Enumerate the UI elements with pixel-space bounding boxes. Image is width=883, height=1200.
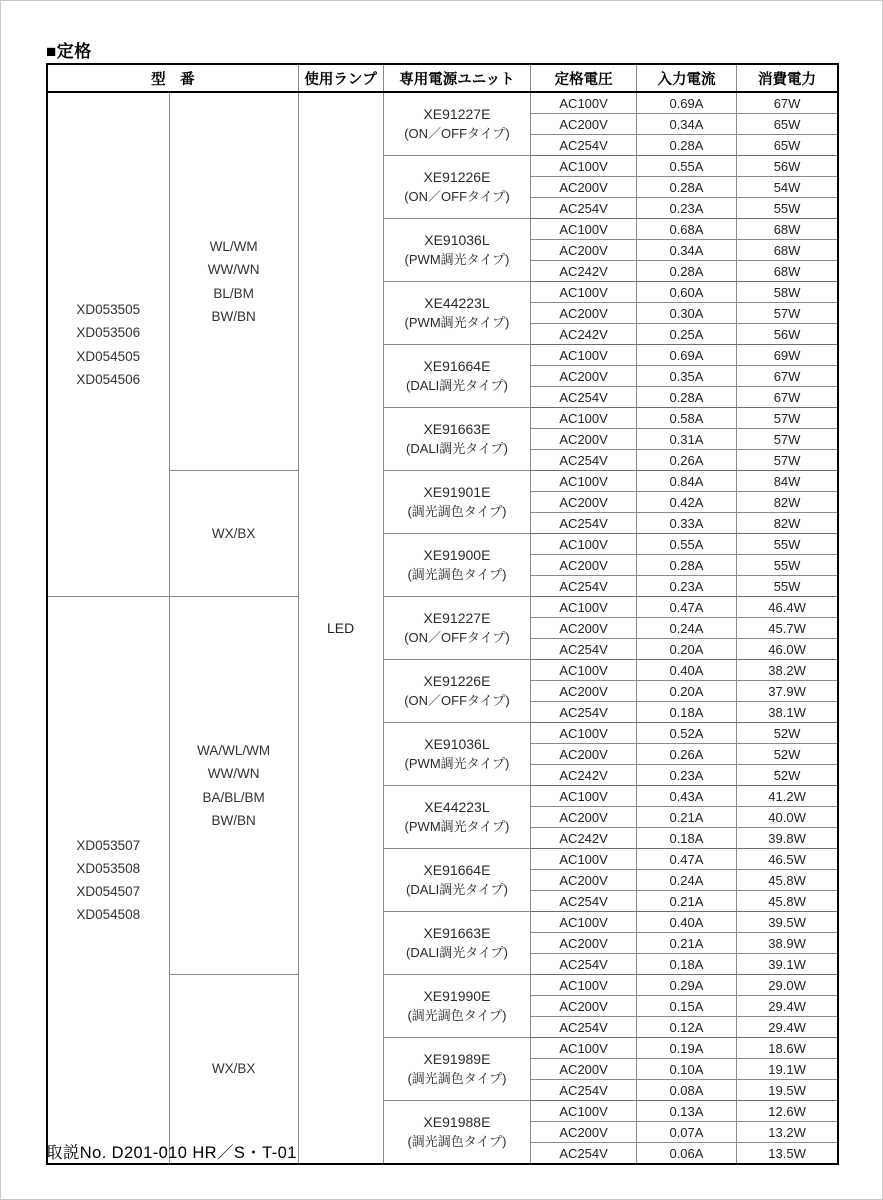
power-consumption-value: 38.9W: [737, 933, 838, 954]
input-current-value: 0.47A: [636, 597, 736, 618]
lamp-code: WX/BX: [211, 525, 256, 541]
power-consumption-value: 55W: [737, 576, 838, 597]
input-current-value: 0.18A: [636, 828, 736, 849]
power-unit-name: XE91988E: [423, 1114, 491, 1131]
rated-voltage-value: AC200V: [531, 555, 636, 576]
power-unit-type: (PWM調光タイプ): [404, 314, 510, 330]
input-current-value: 0.30A: [636, 303, 736, 324]
rated-voltage-value: AC100V: [531, 471, 636, 492]
power-consumption-value: 65W: [737, 135, 838, 156]
model-number: XD053507: [76, 837, 141, 853]
power-unit-cell: [383, 282, 531, 345]
rated-voltage-value: AC200V: [531, 807, 636, 828]
lamp-code: BL/BM: [213, 285, 254, 301]
rated-voltage-value: AC254V: [531, 639, 636, 660]
power-unit-type: (調光調色タイプ): [407, 503, 507, 519]
power-consumption-value: 39.5W: [737, 912, 838, 933]
rated-voltage-value: AC200V: [531, 1059, 636, 1080]
model-number: XD053506: [76, 325, 141, 341]
power-consumption-value: 13.5W: [737, 1143, 838, 1165]
power-unit-cell: [383, 660, 531, 723]
power-unit-name: XE91663E: [423, 925, 491, 942]
input-current-value: 0.68A: [636, 219, 736, 240]
lamp-code: WW/WN: [207, 766, 260, 782]
lamp-code: WX/BX: [211, 1061, 256, 1077]
rated-voltage-value: AC100V: [531, 660, 636, 681]
model-number: XD054505: [76, 348, 141, 364]
input-current-value: 0.55A: [636, 156, 736, 177]
input-current-value: 0.52A: [636, 723, 736, 744]
input-current-value: 0.13A: [636, 1101, 736, 1122]
input-current-value: 0.20A: [636, 681, 736, 702]
rated-voltage-value: AC254V: [531, 387, 636, 408]
power-consumption-value: 12.6W: [737, 1101, 838, 1122]
rated-voltage-value: AC200V: [531, 177, 636, 198]
power-consumption-value: 46.4W: [737, 597, 838, 618]
specification-table: [46, 63, 839, 1165]
power-unit-name: XE91227E: [423, 610, 491, 627]
rated-voltage-value: AC200V: [531, 681, 636, 702]
power-consumption-value: 39.8W: [737, 828, 838, 849]
rated-voltage-value: AC254V: [531, 198, 636, 219]
power-unit-type: (DALI調光タイプ): [405, 440, 508, 456]
power-unit-type: (PWM調光タイプ): [404, 818, 510, 834]
power-consumption-value: 29.4W: [737, 1017, 838, 1038]
power-consumption-value: 38.2W: [737, 660, 838, 681]
input-current-value: 0.08A: [636, 1080, 736, 1101]
input-current-value: 0.55A: [636, 534, 736, 555]
power-unit-cell: [383, 156, 531, 219]
input-current-value: 0.47A: [636, 849, 736, 870]
page-title: ■定格: [46, 42, 92, 61]
input-current-value: 0.29A: [636, 975, 736, 996]
power-consumption-value: 67W: [737, 92, 838, 114]
input-current-value: 0.24A: [636, 870, 736, 891]
rated-voltage-value: AC100V: [531, 408, 636, 429]
input-current-value: 0.24A: [636, 618, 736, 639]
power-consumption-value: 54W: [737, 177, 838, 198]
rated-voltage-value: AC254V: [531, 891, 636, 912]
lamp-code: BW/BN: [211, 308, 256, 324]
power-unit-name: XE91226E: [423, 169, 491, 186]
lamp-code: WL/WM: [209, 239, 258, 255]
power-consumption-value: 41.2W: [737, 786, 838, 807]
input-current-value: 0.58A: [636, 408, 736, 429]
power-unit-name: XE91989E: [423, 1051, 491, 1068]
power-consumption-value: 82W: [737, 492, 838, 513]
power-consumption-value: 68W: [737, 219, 838, 240]
input-current-value: 0.21A: [636, 807, 736, 828]
power-unit-name: XE44223L: [424, 295, 490, 312]
input-current-value: 0.10A: [636, 1059, 736, 1080]
input-current-value: 0.21A: [636, 933, 736, 954]
power-consumption-value: 46.5W: [737, 849, 838, 870]
power-consumption-value: 29.4W: [737, 996, 838, 1017]
power-unit-type: (ON／OFFタイプ): [404, 125, 510, 141]
input-current-value: 0.28A: [636, 387, 736, 408]
input-current-value: 0.60A: [636, 282, 736, 303]
input-current-value: 0.26A: [636, 744, 736, 765]
rated-voltage-value: AC100V: [531, 534, 636, 555]
power-consumption-value: 56W: [737, 324, 838, 345]
power-consumption-value: 67W: [737, 366, 838, 387]
power-unit-name: XE91664E: [423, 358, 491, 375]
power-unit-cell: [383, 408, 531, 471]
table-header-row: [47, 64, 838, 92]
power-consumption-value: 68W: [737, 240, 838, 261]
lamp-type-cell: LED: [298, 92, 383, 1164]
rated-voltage-value: AC100V: [531, 92, 636, 114]
header-rated-voltage: 定格電圧: [531, 64, 636, 92]
input-current-value: 0.28A: [636, 261, 736, 282]
power-unit-cell: [383, 92, 531, 156]
power-consumption-value: 18.6W: [737, 1038, 838, 1059]
power-consumption-value: 39.1W: [737, 954, 838, 975]
power-consumption-value: 52W: [737, 723, 838, 744]
rated-voltage-value: AC100V: [531, 597, 636, 618]
power-unit-name: XE91663E: [423, 421, 491, 438]
lamp-code: BA/BL/BM: [202, 789, 265, 805]
input-current-value: 0.21A: [636, 891, 736, 912]
power-consumption-value: 52W: [737, 765, 838, 786]
rated-voltage-value: AC200V: [531, 744, 636, 765]
table-body: [47, 92, 838, 1164]
rated-voltage-value: AC254V: [531, 1143, 636, 1165]
rated-voltage-value: AC242V: [531, 324, 636, 345]
rated-voltage-value: AC100V: [531, 849, 636, 870]
rated-voltage-value: AC242V: [531, 261, 636, 282]
rated-voltage-value: AC100V: [531, 975, 636, 996]
power-unit-cell: [383, 1101, 531, 1165]
rated-voltage-value: AC254V: [531, 450, 636, 471]
rated-voltage-value: AC254V: [531, 702, 636, 723]
input-current-value: 0.40A: [636, 912, 736, 933]
rated-voltage-value: AC100V: [531, 1038, 636, 1059]
model-number: XD054507: [76, 884, 141, 899]
model-number-cell: [47, 597, 169, 1165]
power-unit-cell: [383, 597, 531, 660]
input-current-value: 0.28A: [636, 135, 736, 156]
input-current-value: 0.33A: [636, 513, 736, 534]
rated-voltage-value: AC200V: [531, 303, 636, 324]
input-current-value: 0.23A: [636, 576, 736, 597]
input-current-value: 0.34A: [636, 114, 736, 135]
rated-voltage-value: AC200V: [531, 240, 636, 261]
power-unit-name: XE91990E: [423, 988, 491, 1005]
input-current-value: 0.43A: [636, 786, 736, 807]
power-unit-name: XE91226E: [423, 673, 491, 690]
lamp-code-cell: [169, 471, 298, 597]
rated-voltage-value: AC100V: [531, 912, 636, 933]
power-unit-cell: [383, 471, 531, 534]
rated-voltage-value: AC200V: [531, 996, 636, 1017]
rated-voltage-value: AC200V: [531, 429, 636, 450]
input-current-value: 0.23A: [636, 765, 736, 786]
power-unit-name: XE91036L: [424, 736, 490, 753]
input-current-value: 0.20A: [636, 639, 736, 660]
model-number: XD054506: [76, 371, 141, 387]
model-number: XD054508: [76, 907, 141, 923]
power-unit-type: (調光調色タイプ): [407, 1007, 507, 1023]
header-model: 型 番: [47, 64, 298, 92]
power-consumption-value: 84W: [737, 471, 838, 492]
input-current-value: 0.19A: [636, 1038, 736, 1059]
header-power-unit: 専用電源ユニット: [383, 64, 531, 92]
power-consumption-value: 68W: [737, 261, 838, 282]
power-consumption-value: 37.9W: [737, 681, 838, 702]
input-current-value: 0.69A: [636, 345, 736, 366]
power-unit-cell: [383, 345, 531, 408]
input-current-value: 0.28A: [636, 177, 736, 198]
rated-voltage-value: AC100V: [531, 786, 636, 807]
power-unit-cell: [383, 849, 531, 912]
model-number: XD053508: [76, 860, 141, 876]
power-unit-type: (ON／OFFタイプ): [404, 629, 510, 645]
power-consumption-value: 57W: [737, 303, 838, 324]
lamp-code: WA/WL/WM: [197, 743, 271, 759]
input-current-value: 0.18A: [636, 702, 736, 723]
rated-voltage-value: AC200V: [531, 618, 636, 639]
power-unit-name: XE91227E: [423, 106, 491, 123]
power-unit-cell: [383, 1038, 531, 1101]
rated-voltage-value: AC254V: [531, 513, 636, 534]
input-current-value: 0.28A: [636, 555, 736, 576]
rated-voltage-value: AC254V: [531, 954, 636, 975]
power-unit-name: XE91036L: [424, 232, 490, 249]
power-consumption-value: 56W: [737, 156, 838, 177]
lamp-code-cell: [169, 92, 298, 471]
power-consumption-value: 65W: [737, 114, 838, 135]
table-row: [47, 92, 838, 114]
input-current-value: 0.15A: [636, 996, 736, 1017]
input-current-value: 0.42A: [636, 492, 736, 513]
rated-voltage-value: AC200V: [531, 870, 636, 891]
rated-voltage-value: AC254V: [531, 1080, 636, 1101]
input-current-value: 0.06A: [636, 1143, 736, 1165]
rated-voltage-value: AC200V: [531, 933, 636, 954]
rated-voltage-value: AC200V: [531, 492, 636, 513]
input-current-value: 0.40A: [636, 660, 736, 681]
power-unit-type: (調光調色タイプ): [407, 1133, 507, 1149]
power-consumption-value: 55W: [737, 555, 838, 576]
power-unit-cell: [383, 786, 531, 849]
lamp-code: WW/WN: [207, 262, 260, 278]
input-current-value: 0.25A: [636, 324, 736, 345]
power-unit-cell: [383, 723, 531, 786]
rated-voltage-value: AC242V: [531, 765, 636, 786]
power-consumption-value: 57W: [737, 429, 838, 450]
power-unit-type: (DALI調光タイプ): [405, 377, 508, 393]
table-row: [47, 597, 838, 618]
document-footer: 取説No. D201-010 HR／S・T-01: [46, 1144, 297, 1162]
model-number: XD053505: [76, 302, 141, 318]
input-current-value: 0.18A: [636, 954, 736, 975]
power-unit-type: (DALI調光タイプ): [405, 944, 508, 960]
input-current-value: 0.69A: [636, 92, 736, 114]
lamp-code: BW/BN: [211, 812, 256, 828]
power-consumption-value: 38.1W: [737, 702, 838, 723]
input-current-value: 0.34A: [636, 240, 736, 261]
power-unit-type: (調光調色タイプ): [407, 566, 507, 582]
power-consumption-value: 52W: [737, 744, 838, 765]
header-power-consumption: 消費電力: [737, 64, 838, 92]
power-unit-name: XE91900E: [423, 547, 491, 564]
power-consumption-value: 13.2W: [737, 1122, 838, 1143]
model-number-cell: [47, 92, 169, 597]
power-consumption-value: 45.7W: [737, 618, 838, 639]
power-unit-type: (ON／OFFタイプ): [404, 188, 510, 204]
input-current-value: 0.84A: [636, 471, 736, 492]
power-consumption-value: 46.0W: [737, 639, 838, 660]
rated-voltage-value: AC200V: [531, 1122, 636, 1143]
power-consumption-value: 67W: [737, 387, 838, 408]
lamp-code-cell: [169, 975, 298, 1165]
power-unit-type: (調光調色タイプ): [407, 1070, 507, 1086]
power-consumption-value: 19.5W: [737, 1080, 838, 1101]
rated-voltage-value: AC254V: [531, 576, 636, 597]
power-unit-cell: [383, 534, 531, 597]
power-consumption-value: 45.8W: [737, 891, 838, 912]
input-current-value: 0.26A: [636, 450, 736, 471]
power-consumption-value: 40.0W: [737, 807, 838, 828]
input-current-value: 0.35A: [636, 366, 736, 387]
input-current-value: 0.31A: [636, 429, 736, 450]
rated-voltage-value: AC100V: [531, 156, 636, 177]
rated-voltage-value: AC200V: [531, 114, 636, 135]
rated-voltage-value: AC254V: [531, 135, 636, 156]
power-consumption-value: 55W: [737, 198, 838, 219]
power-unit-type: (DALI調光タイプ): [405, 881, 508, 897]
rated-voltage-value: AC100V: [531, 723, 636, 744]
power-consumption-value: 57W: [737, 408, 838, 429]
power-unit-type: (PWM調光タイプ): [404, 251, 510, 267]
power-unit-cell: [383, 975, 531, 1038]
power-consumption-value: 29.0W: [737, 975, 838, 996]
power-unit-name: XE44223L: [424, 799, 490, 816]
power-consumption-value: 58W: [737, 282, 838, 303]
input-current-value: 0.12A: [636, 1017, 736, 1038]
power-unit-name: XE91901E: [423, 484, 491, 501]
power-consumption-value: 45.8W: [737, 870, 838, 891]
rated-voltage-value: AC254V: [531, 1017, 636, 1038]
rated-voltage-value: AC200V: [531, 366, 636, 387]
input-current-value: 0.23A: [636, 198, 736, 219]
power-unit-type: (ON／OFFタイプ): [404, 692, 510, 708]
rated-voltage-value: AC100V: [531, 219, 636, 240]
power-unit-cell: [383, 219, 531, 282]
power-consumption-value: 19.1W: [737, 1059, 838, 1080]
input-current-value: 0.07A: [636, 1122, 736, 1143]
power-unit-cell: [383, 912, 531, 975]
power-consumption-value: 57W: [737, 450, 838, 471]
power-consumption-value: 55W: [737, 534, 838, 555]
rated-voltage-value: AC100V: [531, 1101, 636, 1122]
rated-voltage-value: AC100V: [531, 345, 636, 366]
power-unit-name: XE91664E: [423, 862, 491, 879]
lamp-code-cell: [169, 597, 298, 975]
power-consumption-value: 69W: [737, 345, 838, 366]
header-lamp: 使用ランプ: [298, 64, 383, 92]
rated-voltage-value: AC242V: [531, 828, 636, 849]
header-input-current: 入力電流: [636, 64, 736, 92]
power-unit-type: (PWM調光タイプ): [404, 755, 510, 771]
power-consumption-value: 82W: [737, 513, 838, 534]
rated-voltage-value: AC100V: [531, 282, 636, 303]
